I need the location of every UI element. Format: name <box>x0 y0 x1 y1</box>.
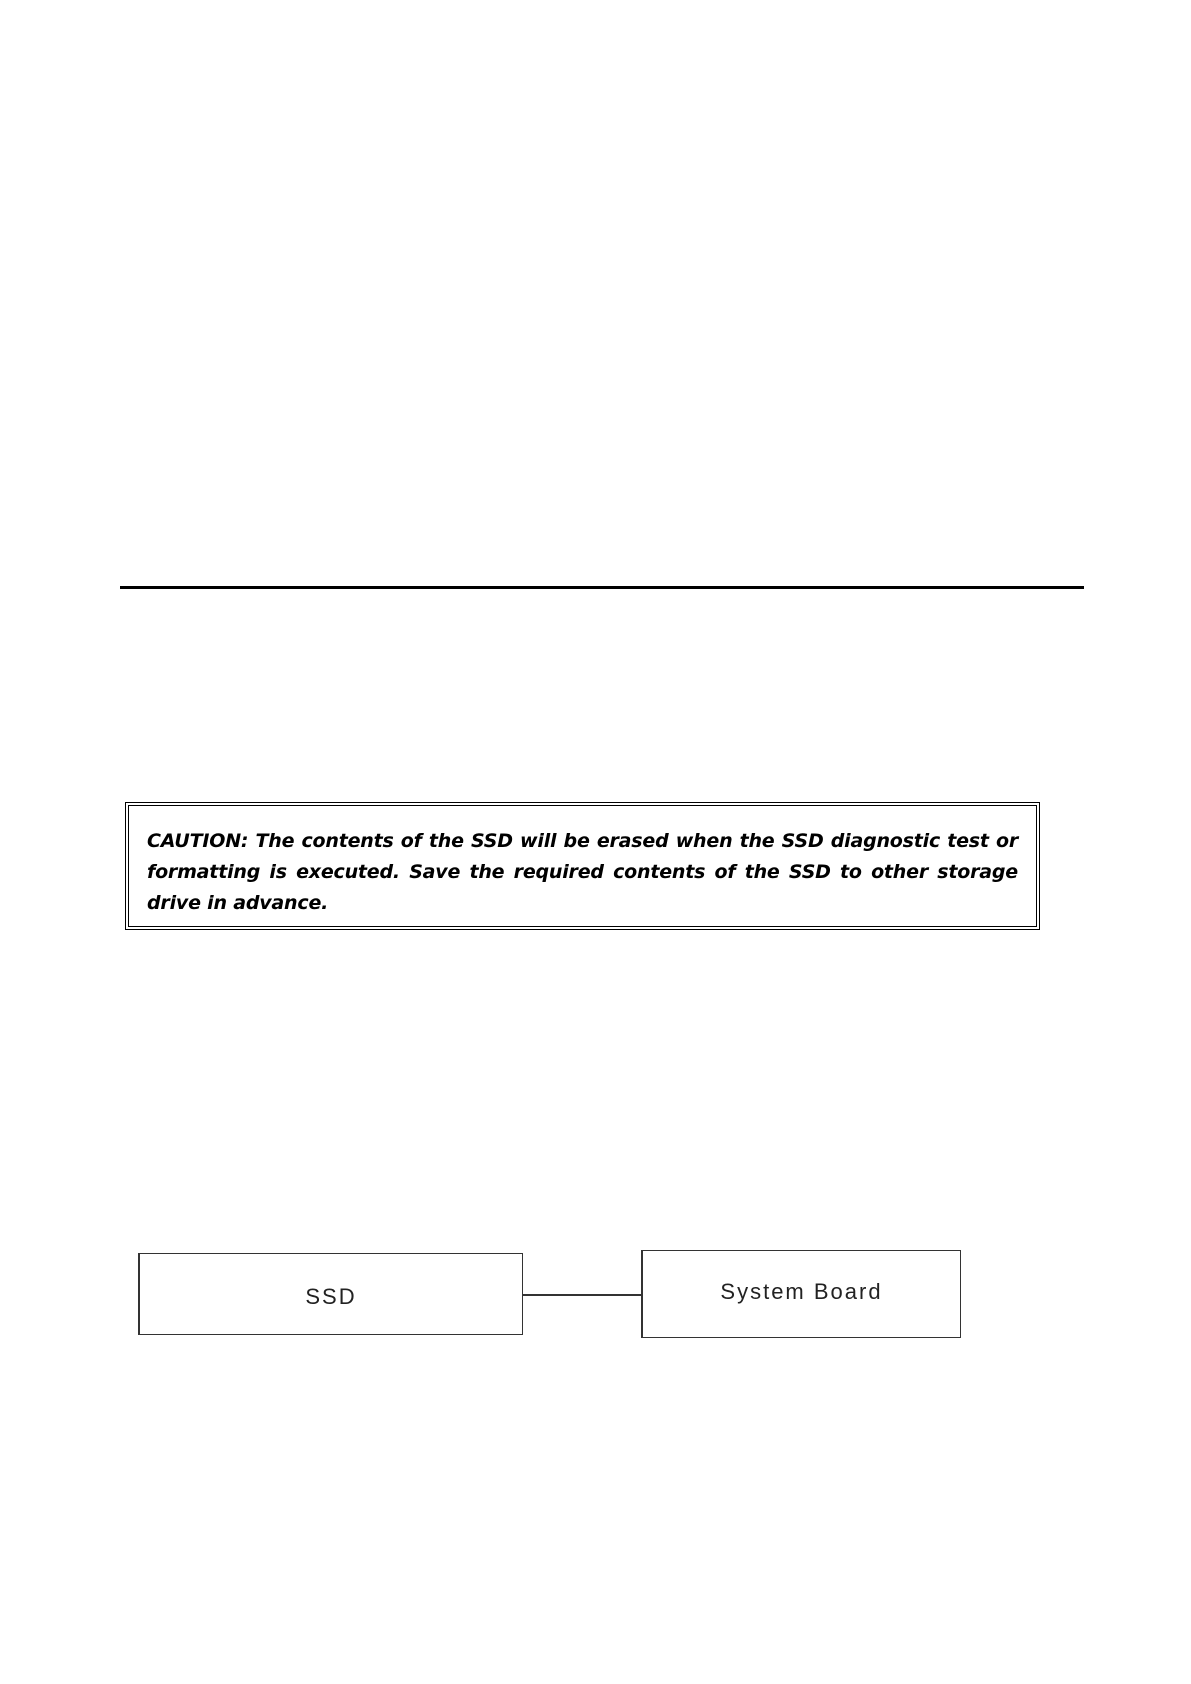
system-board-block-label: System Board <box>720 1279 883 1304</box>
horizontal-rule <box>120 586 1084 589</box>
ssd-block-label: SSD <box>305 1284 357 1309</box>
system-board-block <box>641 1250 961 1338</box>
ssd-to-system-board-connector <box>523 1294 641 1296</box>
caution-box <box>125 802 1040 930</box>
ssd-block <box>138 1253 523 1335</box>
caution-text: CAUTION: The contents of the SSD will be erased when the SSD diagnostic test or formatting is executed. Save the required contents of the SSD to other storage drive in advance. <box>147 830 1018 914</box>
